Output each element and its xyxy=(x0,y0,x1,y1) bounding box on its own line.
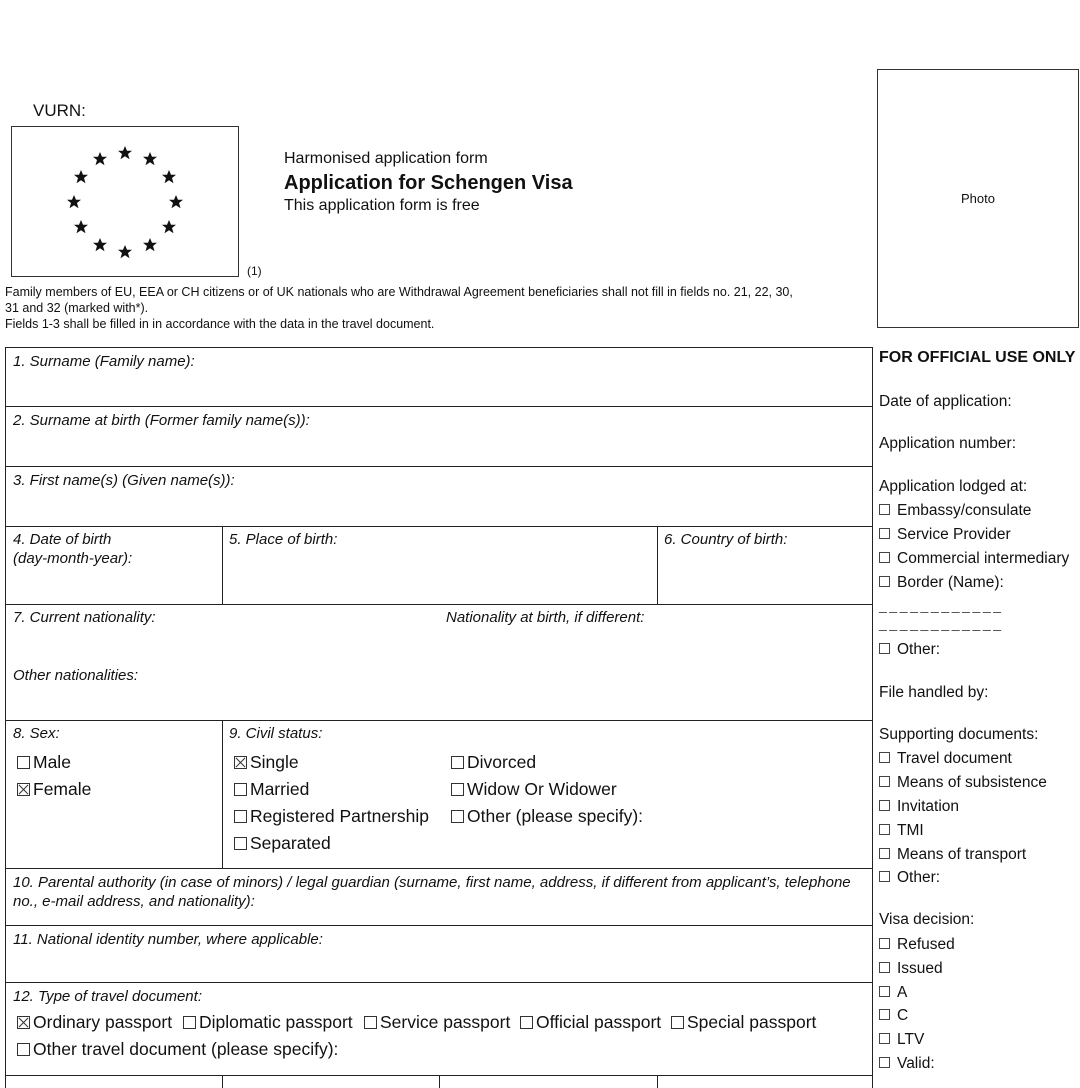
lodged-embassy-option[interactable]: Embassy/consulate xyxy=(879,502,1031,520)
date-of-application-label: Date of application: xyxy=(879,393,1012,410)
border-checkbox[interactable] xyxy=(879,576,890,587)
single-checkbox[interactable] xyxy=(234,756,247,769)
support-subsistence-option[interactable]: Means of subsistence xyxy=(879,774,1047,792)
nationality-at-birth-field[interactable]: Nationality at birth, if different: xyxy=(446,609,645,626)
photo-label: Photo xyxy=(961,191,995,206)
application-form xyxy=(5,347,873,1088)
special-checkbox[interactable] xyxy=(671,1016,684,1029)
instruction-line-2: Fields 1-3 shall be filled in in accordance with the data in the travel document. xyxy=(5,317,435,331)
parental-authority-field[interactable]: 10. Parental authority (in case of minors) / legal guardian (surname, first name, address, if different from applicant’s, telephone no., e-mail address, and nationality): xyxy=(13,874,851,910)
tmi-checkbox[interactable] xyxy=(879,824,890,835)
supporting-docs-label: Supporting documents: xyxy=(879,726,1039,743)
lodged-at-label: Application lodged at: xyxy=(879,478,1028,495)
eu-flag-logo xyxy=(11,126,239,277)
support-transport-option[interactable]: Means of transport xyxy=(879,846,1026,864)
eu-stars-icon xyxy=(12,127,240,278)
doc-diplomatic-option[interactable]: Diplomatic passport xyxy=(183,1012,353,1033)
doc-official-option[interactable]: Official passport xyxy=(520,1012,661,1033)
issued-checkbox[interactable] xyxy=(879,962,890,973)
married-checkbox[interactable] xyxy=(234,783,247,796)
invitation-checkbox[interactable] xyxy=(879,800,890,811)
vurn-label: VURN: xyxy=(33,101,86,120)
support-invitation-option[interactable]: Invitation xyxy=(879,798,959,816)
photo-box[interactable] xyxy=(877,69,1079,328)
date-of-birth-field[interactable] xyxy=(13,530,132,568)
border-name-line-1: ____________ xyxy=(879,597,1004,613)
application-number-label: Application number: xyxy=(879,435,1016,452)
lodged-service-provider-option[interactable]: Service Provider xyxy=(879,526,1011,544)
date-of-birth-label: 4. Date of birth xyxy=(13,531,112,548)
support-other-option[interactable]: Other: xyxy=(879,869,940,887)
doc-special-option[interactable]: Special passport xyxy=(671,1012,816,1033)
diplomatic-checkbox[interactable] xyxy=(183,1016,196,1029)
date-of-birth-format: (day-month-year): xyxy=(13,550,133,567)
official-checkbox[interactable] xyxy=(520,1016,533,1029)
civil-other-option[interactable]: Other (please specify): xyxy=(451,806,643,827)
national-id-field[interactable]: 11. National identity number, where applicable: xyxy=(13,931,323,948)
sex-label: 8. Sex: xyxy=(13,725,60,742)
surname-field[interactable]: 1. Surname (Family name): xyxy=(13,353,195,370)
divorced-checkbox[interactable] xyxy=(451,756,464,769)
lodged-border-option[interactable]: Border (Name): xyxy=(879,574,1004,592)
female-checkbox[interactable] xyxy=(17,783,30,796)
separated-checkbox[interactable] xyxy=(234,837,247,850)
decision-issued-option[interactable]: Issued xyxy=(879,960,943,978)
travel-doc-checkbox[interactable] xyxy=(879,752,890,763)
official-use-title: FOR OFFICIAL USE ONLY xyxy=(879,349,1076,366)
border-name-line-2: ____________ xyxy=(879,615,1004,631)
visa-decision-label: Visa decision: xyxy=(879,911,975,928)
place-of-birth-field[interactable]: 5. Place of birth: xyxy=(229,531,338,548)
decision-refused-option[interactable]: Refused xyxy=(879,936,955,954)
civil-registered-option[interactable]: Registered Partnership xyxy=(234,806,429,827)
widow-checkbox[interactable] xyxy=(451,783,464,796)
first-name-field[interactable]: 3. First name(s) (Given name(s)): xyxy=(13,472,235,489)
service-checkbox[interactable] xyxy=(364,1016,377,1029)
doc-ordinary-option[interactable]: Ordinary passport xyxy=(17,1012,172,1033)
civil-status-label: 9. Civil status: xyxy=(229,725,323,742)
subsistence-checkbox[interactable] xyxy=(879,776,890,787)
civil-single-option[interactable]: Single xyxy=(234,752,299,773)
lodged-other-option[interactable]: Other: xyxy=(879,641,940,659)
form-title: Application for Schengen Visa xyxy=(284,172,573,194)
doc-other-checkbox[interactable] xyxy=(17,1043,30,1056)
doc-other-option[interactable]: Other travel document (please specify): xyxy=(17,1039,338,1060)
c-checkbox[interactable] xyxy=(879,1009,890,1020)
civil-widow-option[interactable]: Widow Or Widower xyxy=(451,779,617,800)
lodged-commercial-option[interactable]: Commercial intermediary xyxy=(879,550,1069,568)
lodged-other-checkbox[interactable] xyxy=(879,643,890,654)
support-other-checkbox[interactable] xyxy=(879,871,890,882)
current-nationality-field[interactable]: 7. Current nationality: xyxy=(13,609,156,626)
footnote-marker: (1) xyxy=(247,264,262,278)
file-handled-label: File handled by: xyxy=(879,684,989,701)
transport-checkbox[interactable] xyxy=(879,848,890,859)
civil-separated-option[interactable]: Separated xyxy=(234,833,331,854)
registered-checkbox[interactable] xyxy=(234,810,247,823)
form-subtitle: Harmonised application form xyxy=(284,150,488,167)
embassy-checkbox[interactable] xyxy=(879,504,890,515)
decision-ltv-option[interactable]: LTV xyxy=(879,1031,924,1049)
doc-service-option[interactable]: Service passport xyxy=(364,1012,510,1033)
form-free-note: This application form is free xyxy=(284,197,480,214)
country-of-birth-field[interactable]: 6. Country of birth: xyxy=(664,531,788,548)
civil-other-checkbox[interactable] xyxy=(451,810,464,823)
support-tmi-option[interactable]: TMI xyxy=(879,822,924,840)
valid-checkbox[interactable] xyxy=(879,1057,890,1068)
instructions xyxy=(5,284,805,332)
sex-male-option[interactable]: Male xyxy=(17,752,71,773)
a-checkbox[interactable] xyxy=(879,986,890,997)
decision-a-option[interactable]: A xyxy=(879,984,907,1002)
ordinary-checkbox[interactable] xyxy=(17,1016,30,1029)
civil-divorced-option[interactable]: Divorced xyxy=(451,752,536,773)
male-checkbox[interactable] xyxy=(17,756,30,769)
surname-at-birth-field[interactable]: 2. Surname at birth (Former family name(s)): xyxy=(13,412,310,429)
instruction-line-1: Family members of EU, EEA or CH citizens or of UK nationals who are Withdrawal Agreement beneficiaries shall not fill in fields no. 21, 22, 30, 31 and 32 (marked with*). xyxy=(5,285,793,315)
ltv-checkbox[interactable] xyxy=(879,1033,890,1044)
refused-checkbox[interactable] xyxy=(879,938,890,949)
other-nationalities-field[interactable]: Other nationalities: xyxy=(13,667,139,684)
travel-doc-type-label: 12. Type of travel document: xyxy=(13,988,202,1005)
decision-valid-option[interactable]: Valid: xyxy=(879,1055,935,1073)
commercial-checkbox[interactable] xyxy=(879,552,890,563)
support-travel-doc-option[interactable]: Travel document xyxy=(879,750,1012,768)
civil-married-option[interactable]: Married xyxy=(234,779,309,800)
service-provider-checkbox[interactable] xyxy=(879,528,890,539)
sex-female-option[interactable]: Female xyxy=(17,779,91,800)
decision-c-option[interactable]: C xyxy=(879,1007,908,1025)
